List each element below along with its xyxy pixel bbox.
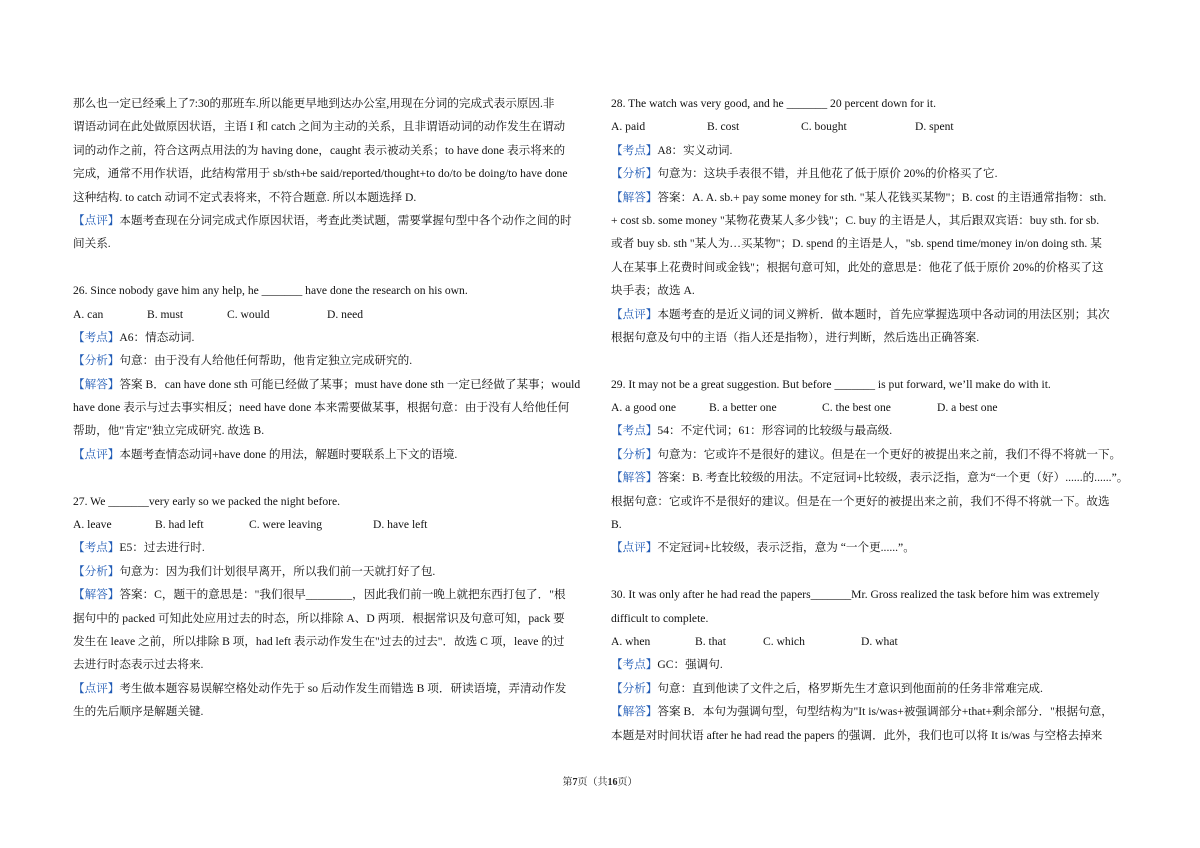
text-line: 块手表；故选 A. — [611, 284, 695, 298]
text-line: 人在某事上花费时间或金钱"；根据句意可知，此处的意思是：他花了低于原价 20%的价格买了这 — [611, 260, 1104, 274]
text-line: have done 表示与过去事实相反；need have done 本来需要做某事，根据句意：由于没有人给他任何 — [73, 401, 570, 415]
kaodian-text: A6：情态动词. — [119, 330, 195, 344]
text-line: 词的动作之前，符合这两点用法的为 having done，caught 表示被动关系；to have done 表示将来的 — [73, 143, 566, 157]
jieda-text: 答案：B. 考查比较级的用法。不定冠词+比较级，表示泛指，意为“一个更（好）......的......”。 — [657, 471, 1129, 485]
dianping-text: 本题考查的是近义词的词义辨析．做本题时，首先应掌握选项中各动词的用法区别；其次 — [657, 307, 1110, 321]
option-d: D. have left — [373, 518, 428, 532]
kaodian-line — [611, 139, 1129, 162]
option-d: D. need — [327, 307, 364, 321]
option-b: B. cost — [707, 120, 740, 134]
fenxi-text: 句意：由于没有人给他任何帮助，他肯定独立完成研究的. — [119, 354, 413, 368]
jieda-label: 【解答】 — [73, 588, 120, 602]
kaodian-label: 【考点】 — [73, 330, 120, 344]
option-a: A. can — [73, 307, 104, 321]
option-c: C. the best one — [822, 401, 891, 415]
fenxi-line — [611, 443, 1129, 466]
text-line: 生的先后顺序是解题关键. — [73, 705, 204, 719]
dianping-label: 【点评】 — [611, 541, 658, 555]
left-column — [73, 92, 589, 724]
kaodian-text: E5：过去进行时. — [119, 541, 205, 555]
right-column — [611, 92, 1129, 747]
kaodian-label: 【考点】 — [611, 424, 658, 438]
jieda-line — [73, 583, 589, 606]
text-line: B. — [611, 518, 622, 532]
question-26-options — [73, 303, 589, 326]
text-line: 完成，通常不用作状语，此结构常用于 sb/sth+be said/reported/thought+to do/to be doing/to have done — [73, 167, 568, 181]
footer-prefix: 第 — [562, 777, 573, 788]
dianping-label: 【点评】 — [73, 681, 120, 695]
question-27-options — [73, 513, 589, 536]
kaodian-line — [611, 419, 1129, 442]
option-d: D. what — [861, 634, 898, 648]
jieda-text: 答案：C，题干的意思是："我们很早________，因此我们前一晚上就把东西打包了．"根 — [119, 588, 566, 602]
kaodian-label: 【考点】 — [611, 658, 658, 672]
option-a: A. a good one — [611, 401, 677, 415]
fenxi-label: 【分析】 — [611, 447, 658, 461]
dianping-text: 本题考查情态动词+have done 的用法，解题时要联系上下文的语境. — [119, 447, 458, 461]
text-line: 谓语动词在此处做原因状语，主语 I 和 catch 之间为主动的关系，且非谓语动词的动作发生在谓动 — [73, 120, 566, 134]
jieda-line — [73, 373, 589, 396]
text-line: 去进行时态表示过去将来. — [73, 658, 204, 672]
jieda-text: 答案 B．本句为强调句型，句型结构为"It is/was+被强调部分+that+剩余部分．"根据句意， — [657, 705, 1113, 719]
dianping-line — [73, 209, 589, 232]
kaodian-text: A8：实义动词. — [657, 143, 733, 157]
question-27-stem: 27. We _______very early so we packed the night before. — [73, 494, 341, 508]
option-b: B. a better one — [709, 401, 777, 415]
footer-mid: 页（共 — [577, 777, 608, 788]
fenxi-text: 句意：直到他读了文件之后，格罗斯先生才意识到他面前的任务非常难完成. — [657, 681, 1043, 695]
text-line: 帮助，他"肯定"独立完成研究. 故选 B. — [73, 424, 265, 438]
fenxi-label: 【分析】 — [73, 354, 120, 368]
option-a: A. paid — [611, 120, 646, 134]
footer-suffix: 页） — [617, 777, 638, 788]
option-c: C. would — [227, 307, 270, 321]
dianping-line — [611, 303, 1129, 326]
question-29-options — [611, 396, 1129, 419]
dianping-label: 【点评】 — [611, 307, 658, 321]
option-b: B. must — [147, 307, 184, 321]
page-number: 7 — [572, 777, 578, 788]
option-d: D. a best one — [937, 401, 998, 415]
fenxi-line — [611, 677, 1129, 700]
question-28-stem: 28. The watch was very good, and he _______ 20 percent down for it. — [611, 97, 936, 110]
dianping-line — [73, 677, 589, 700]
jieda-line — [611, 466, 1129, 489]
dianping-label: 【点评】 — [73, 447, 120, 461]
option-c: C. bought — [801, 120, 847, 134]
text-line: + cost sb. some money "某物花费某人多少钱"；C. buy 的主语是人，其后跟双宾语：buy sth. for sb. — [611, 213, 1100, 227]
kaodian-line — [73, 536, 589, 559]
dianping-label: 【点评】 — [73, 213, 120, 227]
jieda-label: 【解答】 — [611, 705, 658, 719]
text-line: 根据句意：它或许不是很好的建议。但是在一个更好的被提出来之前，我们不得不将就一下。故选 — [611, 494, 1110, 508]
option-b: B. had left — [155, 518, 204, 532]
dianping-line — [611, 536, 1129, 559]
jieda-line — [611, 186, 1129, 209]
fenxi-label: 【分析】 — [611, 681, 658, 695]
text-line: 发生在 leave 之前，所以排除 B 项，had left 表示动作发生在"过去的过去"．故选 C 项，leave 的过 — [73, 634, 565, 648]
kaodian-label: 【考点】 — [73, 541, 120, 555]
kaodian-line — [73, 326, 589, 349]
jieda-label: 【解答】 — [73, 377, 120, 391]
fenxi-text: 句意为：它或许不是很好的建议。但是在一个更好的被提出来之前，我们不得不将就一下。 — [657, 447, 1122, 461]
kaodian-text: 54：不定代词；61：形容词的比较级与最高级. — [657, 424, 893, 438]
page-total: 16 — [607, 777, 618, 788]
fenxi-line — [611, 162, 1129, 185]
page-footer — [0, 773, 1200, 788]
question-30-options — [611, 630, 1129, 653]
fenxi-label: 【分析】 — [611, 167, 658, 181]
question-29-stem: 29. It may not be a great suggestion. But before _______ is put forward, we’ll make do with it. — [611, 377, 1051, 391]
question-28-options — [611, 115, 1129, 138]
fenxi-line — [73, 560, 589, 583]
question-26-stem: 26. Since nobody gave him any help, he _______ have done the research on his own. — [73, 284, 468, 298]
option-d: D. spent — [915, 120, 954, 134]
jieda-text: 答案：A. A. sb.+ pay some money for sth. "某人花钱买某物"；B. cost 的主语通常指物：sth. — [657, 190, 1107, 204]
text-line: 本题是对时间状语 after he had read the papers 的强调．此外，我们也可以将 It is/was 与空格去掉来 — [611, 728, 1103, 742]
text-line: 这种结构. to catch 动词不定式表将来，不符合题意. 所以本题选择 D. — [73, 190, 417, 204]
kaodian-text: GC：强调句. — [657, 658, 723, 672]
option-a: A. leave — [73, 518, 112, 532]
text-line: 据句中的 packed 可知此处应用过去的时态，所以排除 A、D 两项．根据常识及句意可知，pack 要 — [73, 611, 565, 625]
option-a: A. when — [611, 634, 651, 648]
jieda-line — [611, 700, 1129, 723]
fenxi-label: 【分析】 — [73, 564, 120, 578]
option-b: B. that — [695, 634, 726, 648]
jieda-label: 【解答】 — [611, 190, 658, 204]
text-line: 或者 buy sb. sth "某人为…买某物"；D. spend 的主语是人，"sb. spend time/money in/on doing sth. 某 — [611, 237, 1102, 251]
fenxi-text: 句意为：这块手表很不错，并且他花了低于原价 20%的价格买了它. — [657, 167, 998, 181]
text-line: difficult to complete. — [611, 611, 709, 625]
fenxi-text: 句意为：因为我们计划很早离开，所以我们前一天就打好了包. — [119, 564, 436, 578]
dianping-line — [73, 443, 589, 466]
text-line: 那么也一定已经乘上了7:30的那班车.所以能更早地到达办公室,用现在分词的完成式表示原因.非 — [73, 97, 555, 110]
jieda-label: 【解答】 — [611, 471, 658, 485]
text-line: 根据句意及句中的主语（指人还是指物），进行判断，然后选出正确答案. — [611, 330, 980, 344]
question-30-stem: 30. It was only after he had read the papers_______Mr. Gross realized the task before him was extremely — [611, 588, 1100, 602]
text-line: 间关系. — [73, 237, 111, 251]
dianping-text: 本题考查现在分词完成式作原因状语，考查此类试题，需要掌握句型中各个动作之间的时 — [119, 213, 572, 227]
dianping-text: 不定冠词+比较级，表示泛指，意为 “一个更......”。 — [657, 541, 915, 555]
kaodian-line — [611, 653, 1129, 676]
jieda-text: 答案 B．can have done sth 可能已经做了某事；must have done sth 一定已经做了某事；would — [119, 377, 581, 391]
option-c: C. were leaving — [249, 518, 323, 532]
option-c: C. which — [763, 634, 805, 648]
fenxi-line — [73, 349, 589, 372]
dianping-text: 考生做本题容易误解空格处动作先于 so 后动作发生而错选 B 项．研读语境，弄清动作发 — [119, 681, 567, 695]
kaodian-label: 【考点】 — [611, 143, 658, 157]
